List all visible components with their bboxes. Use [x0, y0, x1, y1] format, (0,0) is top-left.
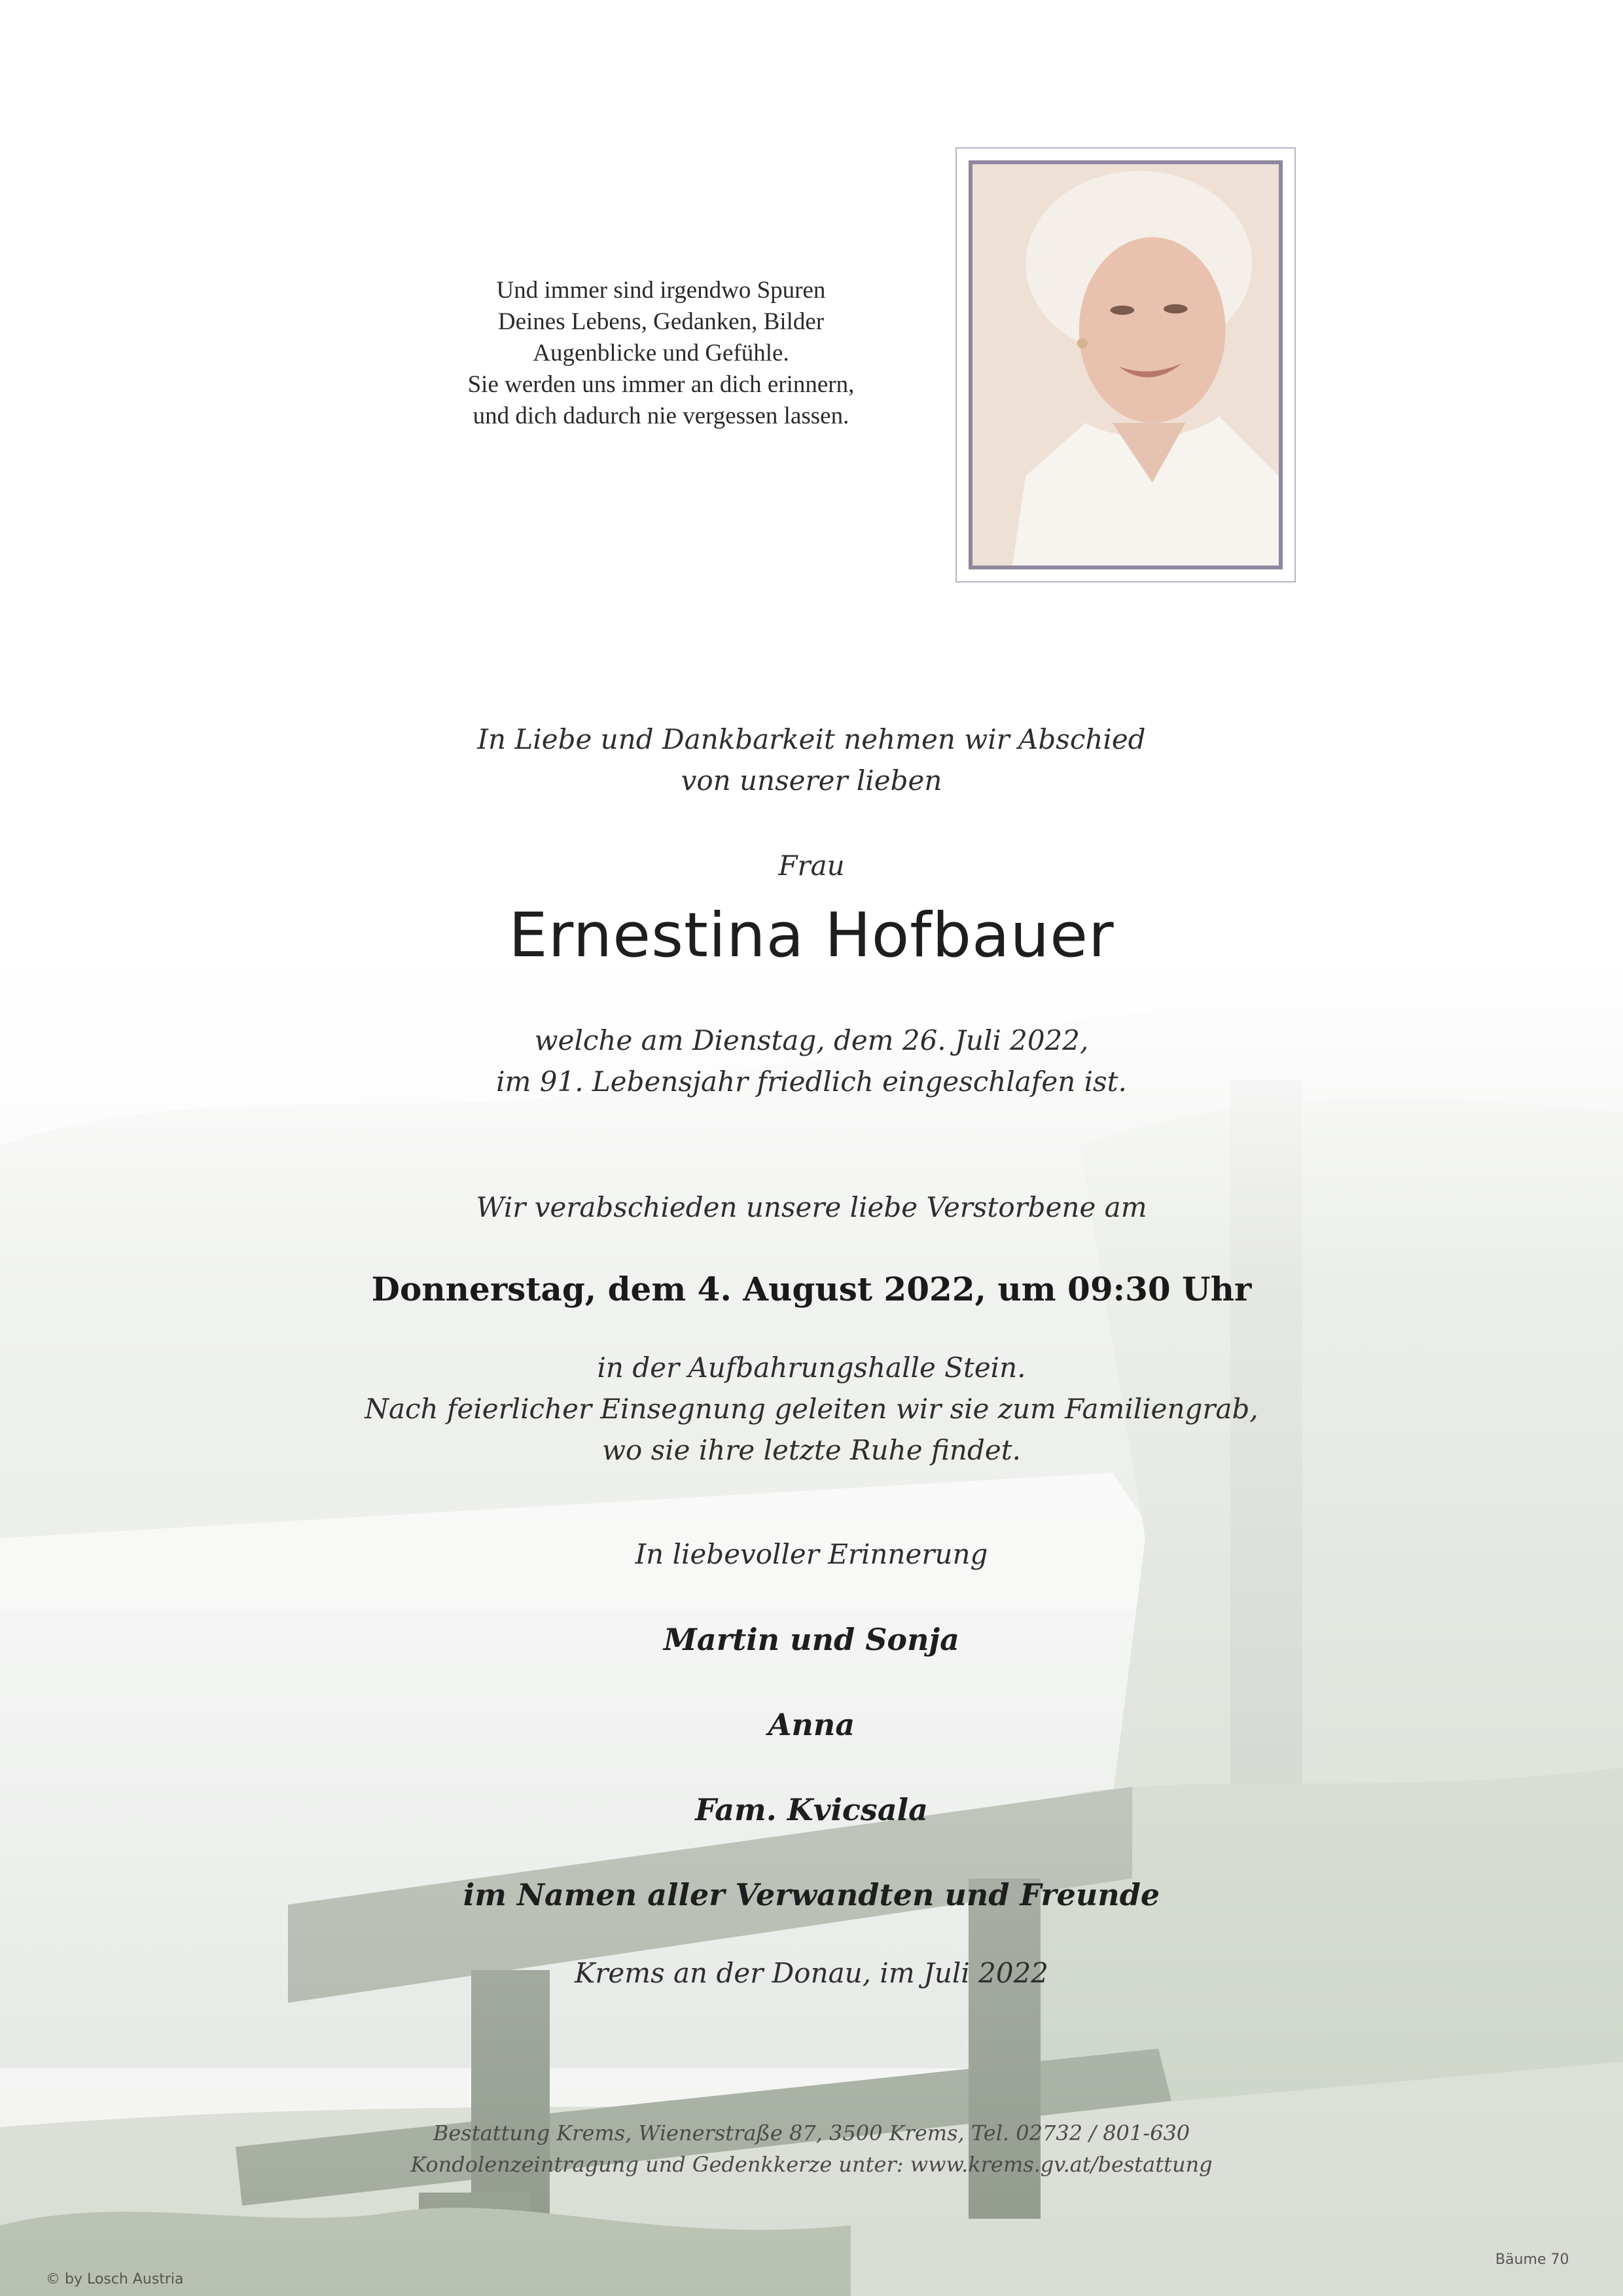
portrait-image: [972, 164, 1279, 565]
ceremony-line: in der Aufbahrungshalle Stein.: [597, 1352, 1026, 1384]
deceased-name: Ernestina Hofbauer: [508, 900, 1115, 971]
poem-line: Augenblicke und Gefühle.: [533, 340, 789, 367]
footer-line: Kondolenzeintragung und Gedenkkerze unter: www.krems.gv.at/bestattung: [410, 2152, 1213, 2177]
intro-line: In Liebe und Dankbarkeit nehmen wir Abschied: [477, 723, 1146, 755]
place-date: Krems an der Donau, im Juli 2022: [574, 1957, 1049, 1989]
mourner-name: Anna: [768, 1707, 855, 1742]
remembrance-line: In liebevoller Erinnerung: [635, 1538, 988, 1570]
poem-line: und dich dadurch nie vergessen lassen.: [473, 403, 849, 429]
poem-line: Deines Lebens, Gedanken, Bilder: [497, 308, 825, 335]
death-line: welche am Dienstag, dem 26. Juli 2022,: [534, 1024, 1089, 1056]
farewell-intro: Wir verabschieden unsere liebe Verstorbene am: [476, 1191, 1147, 1223]
copyright-note: © by Losch Austria: [46, 2271, 184, 2287]
poem-line: Sie werden uns immer an dich erinnern,: [467, 371, 855, 398]
ceremony-line: Nach feierlicher Einsegnung geleiten wir sie zum Familiengrab,: [365, 1393, 1258, 1425]
death-line: im 91. Lebensjahr friedlich eingeschlafen ist.: [496, 1066, 1127, 1098]
portrait-photo: [969, 160, 1283, 569]
ceremony-date: Donnerstag, dem 4. August 2022, um 09:30 Uhr: [371, 1270, 1252, 1308]
ceremony-line: wo sie ihre letzte Ruhe findet.: [602, 1434, 1021, 1466]
portrait-frame: [955, 147, 1296, 583]
footer-line: Bestattung Krems, Wienerstraße 87, 3500 Krems, Tel. 02732 / 801-630: [433, 2121, 1190, 2145]
poem-line: Und immer sind irgendwo Spuren: [496, 277, 826, 304]
design-code: Bäume 70: [1495, 2251, 1569, 2268]
intro-line: von unserer lieben: [681, 764, 942, 797]
mourner-name: Fam. Kvicsala: [695, 1792, 928, 1827]
title-honorific: Frau: [778, 850, 845, 882]
mourner-name: Martin und Sonja: [663, 1622, 959, 1657]
poem: [380, 275, 942, 432]
mourner-name: im Namen aller Verwandten und Freunde: [463, 1877, 1160, 1912]
